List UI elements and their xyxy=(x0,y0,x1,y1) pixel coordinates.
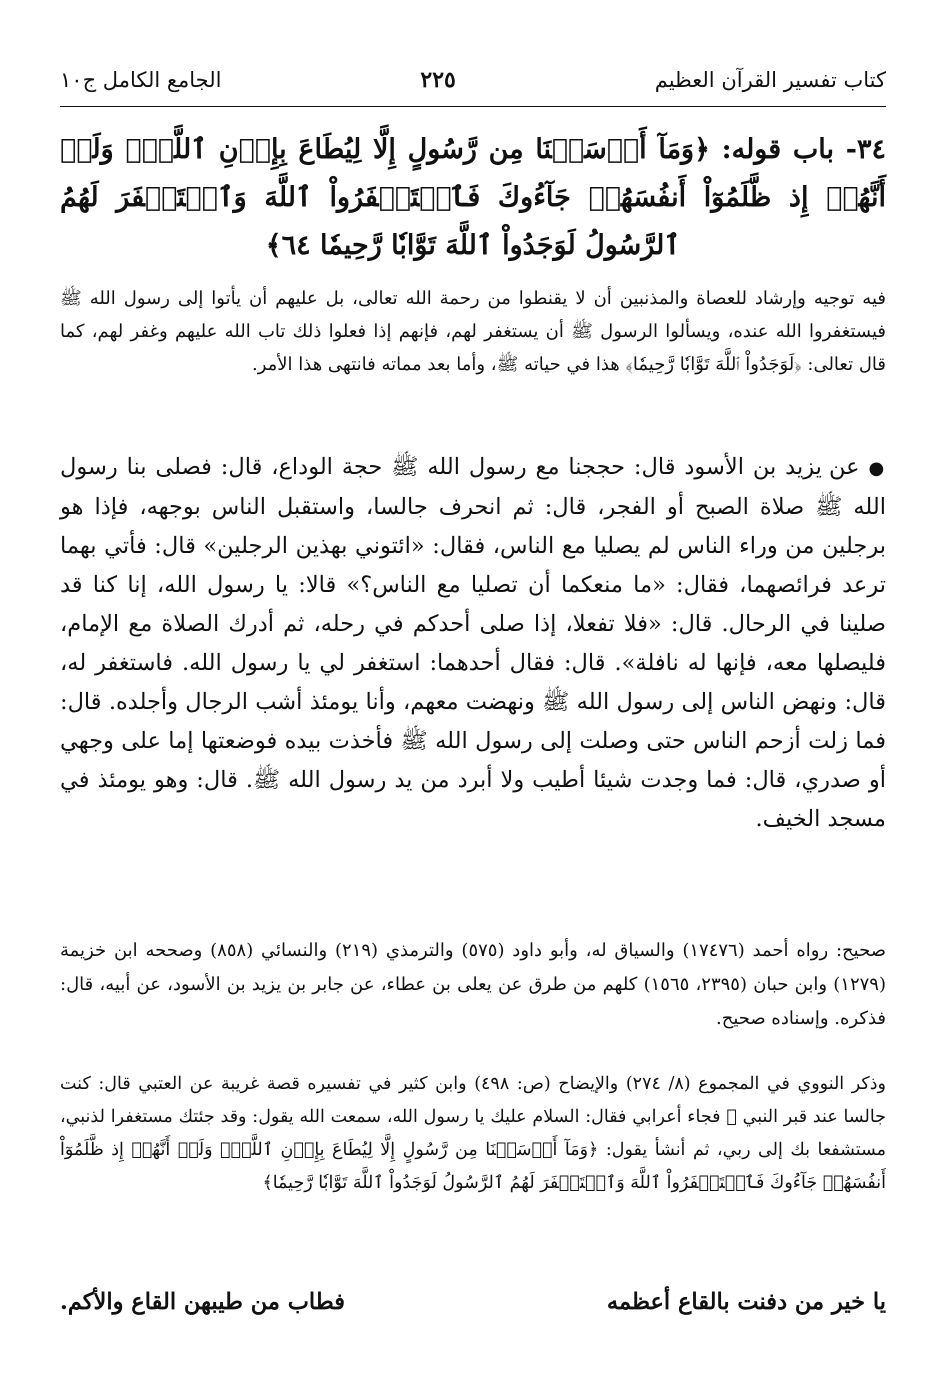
book-title: كتاب تفسير القرآن العظيم xyxy=(654,68,886,92)
takhrij-paragraph: صحيح: رواه أحمد (١٧٤٧٦) والسياق له، وأبو داود (٥٧٥) والترمذي (٢١٩) والنسائي (٨٥٨) وصححه ابن خزيمة (١٢٧٩) وابن حبان (٢٣٩٥، ١٥٦٥) كلهم من طرق عن يعلى بن عطاء، عن جابر بن يزيد بن الأسود، عن أبيه، قال: فذكره. وإسناده صحيح. xyxy=(60,940,886,1029)
hadith-paragraph xyxy=(60,448,886,839)
running-header xyxy=(60,60,886,100)
poem-verse xyxy=(60,1282,886,1322)
chapter-heading: ٣٤- باب قوله: ﴿وَمَآ أَرۡسَلۡنَا مِن رَّسُولٍ إِلَّا لِيُطَاعَ بِإِذۡنِ ٱللَّهِۚ وَلَوۡ أَنَّهُمۡ إِذ ظَّلَمُوٓاْ أَنفُسَهُمۡ جَآءُوكَ فَٱسۡتَغۡفَرُواْ ٱللَّهَ وَٱسۡتَغۡفَرَ لَهُمُ ٱلرَّسُولُ لَوَجَدُواْ ٱللَّهَ تَوَّابٗا رَّحِيمٗا ٦٤﴾ xyxy=(60,134,886,261)
page-number: ٢٢٥ xyxy=(420,67,456,93)
note-paragraph: وذكر النووي في المجموع (٨/ ٢٧٤) والإيضاح (ص: ٤٩٨) وابن كثير في تفسيره قصة غريبة عن العتبي قال: كنت جالسا عند قبر النبي ﷺ فجاء أعرابي فقال: السلام عليك يا رسول الله، سمعت الله يقول: وقد جئتك مستغفرا لذنبي، مستشفعا بك إلى ربي، ثم أنشأ يقول: ﴿وَمَآ أَرۡسَلۡنَا مِن رَّسُولٍ إِلَّا لِيُطَاعَ بِإِذۡنِ ٱللَّهِۚ وَلَوۡ أَنَّهُمۡ إِذ ظَّلَمُوٓاْ أَنفُسَهُمۡ جَآءُوكَ فَٱسۡتَغۡفَرُواْ ٱللَّهَ وَٱسۡتَغۡفَرَ لَهُمُ ٱلرَّسُولُ لَوَجَدُواْ ٱللَّهَ تَوَّابٗا رَّحِيمٗا﴾ xyxy=(60,1074,886,1193)
volume-label: الجامع الكامل ج١٠ xyxy=(60,68,222,92)
bullet-icon: ● xyxy=(868,458,886,479)
poem-hemistich-second: فطاب من طيبهن القاع والأكم. xyxy=(60,1289,345,1315)
hadith-text: عن يزيد بن الأسود قال: حججنا مع رسول الله ﷺ حجة الوداع، قال: فصلى بنا رسول الله ﷺ صلاة الصبح أو الفجر، قال: ثم انحرف جالسا، واستقبل الناس بوجهه، فإذا هو برجلين من وراء الناس لم يصليا مع الناس، فقال: «ائتوني بهذين الرجلين» قال: فأتي بهما ترعد فرائصهما، فقال: «ما منعكما أن تصليا مع الناس؟» قالا: يا رسول الله، إنا كنا قد صلينا في الرحال. قال: «فلا تفعلا، إذا صلى أحدكم في رحله، ثم أدرك الصلاة مع الإمام، فليصلها معه، فإنها له نافلة». قال: فقال أحدهما: استغفر لي يا رسول الله. فاستغفر له، قال: ونهض الناس إلى رسول الله ﷺ ونهضت معهم، وأنا يومئذ أشب الرجال وأجلده. قال: فما زلت أزحم الناس حتى وصلت إلى رسول الله ﷺ فأخذت بيده فوضعتها إما على وجهي أو صدري، قال: فما وجدت شيئا أطيب ولا أبرد من يد رسول الله ﷺ. قال: وهو يومئذ في مسجد الخيف. xyxy=(60,454,886,832)
header-rule xyxy=(60,106,886,107)
poem-hemistich-first: يا خير من دفنت بالقاع أعظمه xyxy=(606,1289,886,1315)
intro-paragraph: فيه توجيه وإرشاد للعصاة والمذنبين أن لا يقنطوا من رحمة الله تعالى، بل عليهم أن يأتوا إلى رسول الله ﷺ فيستغفروا الله عنده، ويسألوا الرسول ﷺ أن يستغفر لهم، فإنهم إذا فعلوا ذلك تاب الله عليهم وغفر لهم، كما قال تعالى: ﴿لَوَجَدُواْ ٱللَّهَ تَوَّابٗا رَّحِيمٗا﴾ هذا في حياته ﷺ، وأما بعد مماته فانتهى هذا الأمر. xyxy=(60,288,886,375)
